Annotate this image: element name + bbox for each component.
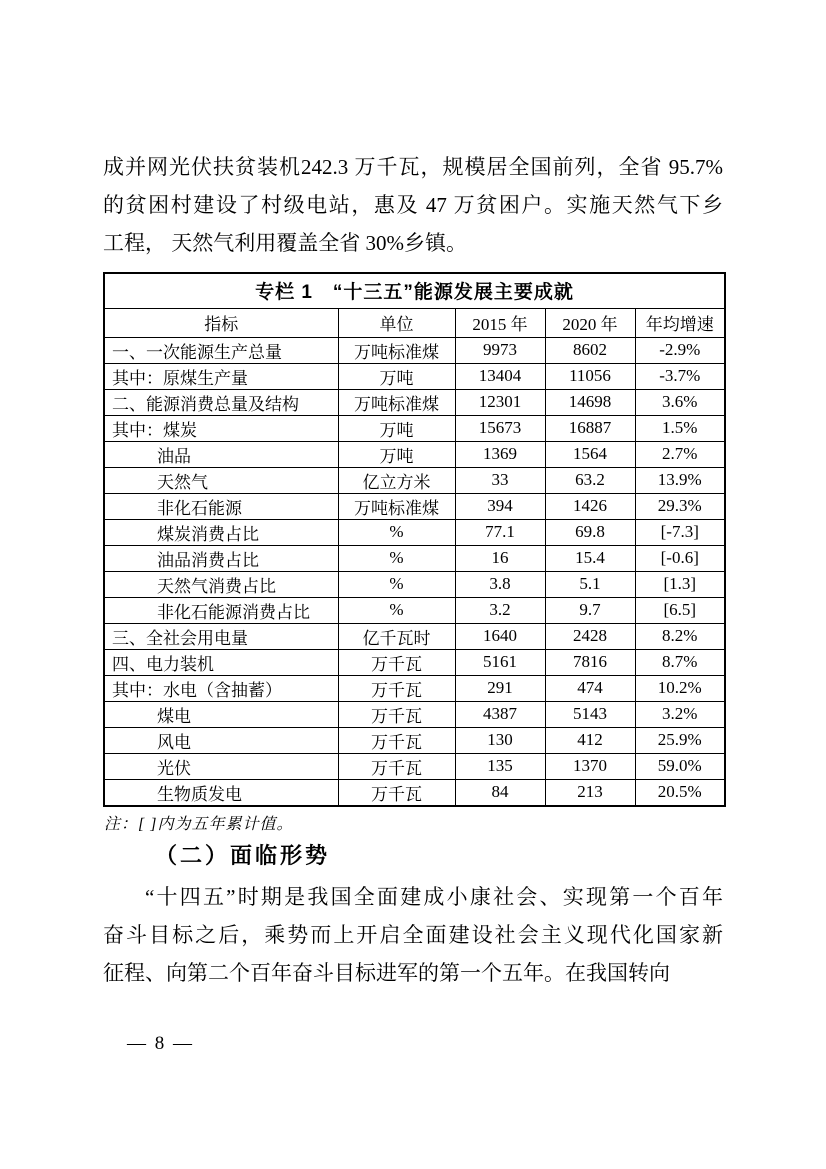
- header-indicator: 指标: [104, 308, 338, 337]
- value-2020-cell: 474: [545, 675, 635, 701]
- value-2020-cell: 412: [545, 727, 635, 753]
- growth-cell: -3.7%: [635, 363, 725, 389]
- table-row: [104, 727, 725, 753]
- value-2020-cell: 1564: [545, 441, 635, 467]
- unit-cell: 万千瓦: [338, 701, 455, 727]
- table-row: [104, 701, 725, 727]
- table-row: [104, 675, 725, 701]
- value-2015-cell: 1369: [455, 441, 545, 467]
- value-2015-cell: 15673: [455, 415, 545, 441]
- growth-cell: 8.2%: [635, 623, 725, 649]
- growth-cell: -2.9%: [635, 337, 725, 363]
- unit-cell: 万千瓦: [338, 779, 455, 806]
- indicator-cell: 非化石能源消费占比: [104, 597, 338, 623]
- paragraph-line: “十四五”时期是我国全面建成小康社会、实现第一个百年: [145, 885, 723, 909]
- unit-cell: 万千瓦: [338, 753, 455, 779]
- paragraph-line: 征程、向第二个百年奋斗目标进军的第一个五年。在我国转向: [103, 961, 670, 985]
- table-header-row: [104, 308, 725, 337]
- indicator-cell: 天然气消费占比: [104, 571, 338, 597]
- value-2020-cell: 15.4: [545, 545, 635, 571]
- value-2020-cell: 63.2: [545, 467, 635, 493]
- indicator-cell: 天然气: [104, 467, 338, 493]
- table-row: [104, 753, 725, 779]
- indicator-cell: 煤电: [104, 701, 338, 727]
- page-number: — 8 —: [127, 1033, 194, 1054]
- value-2020-cell: 9.7: [545, 597, 635, 623]
- value-2015-cell: 33: [455, 467, 545, 493]
- bottom-paragraph: [103, 878, 723, 992]
- table-row: [104, 623, 725, 649]
- growth-cell: 20.5%: [635, 779, 725, 806]
- value-2020-cell: 16887: [545, 415, 635, 441]
- value-2015-cell: 4387: [455, 701, 545, 727]
- growth-cell: 3.2%: [635, 701, 725, 727]
- section-heading: （二）面临形势: [155, 843, 331, 868]
- unit-cell: 万吨标准煤: [338, 389, 455, 415]
- paragraph-line: 成并网光伏扶贫装机242.3 万千瓦，规模居全国前列，全省 95.7%: [103, 155, 723, 179]
- growth-cell: 29.3%: [635, 493, 725, 519]
- value-2015-cell: 130: [455, 727, 545, 753]
- value-2020-cell: 8602: [545, 337, 635, 363]
- table-row: [104, 571, 725, 597]
- growth-cell: 1.5%: [635, 415, 725, 441]
- value-2020-cell: 5.1: [545, 571, 635, 597]
- value-2015-cell: 3.2: [455, 597, 545, 623]
- table-note: 注：[ ]内为五年累计值。: [104, 816, 294, 833]
- unit-cell: %: [338, 571, 455, 597]
- indicator-cell: 生物质发电: [104, 779, 338, 806]
- header-growth: 年均增速: [635, 308, 725, 337]
- growth-cell: 10.2%: [635, 675, 725, 701]
- table-body: [104, 337, 725, 806]
- unit-cell: 万千瓦: [338, 675, 455, 701]
- value-2020-cell: 5143: [545, 701, 635, 727]
- unit-cell: 万吨: [338, 415, 455, 441]
- growth-cell: [6.5]: [635, 597, 725, 623]
- value-2015-cell: 12301: [455, 389, 545, 415]
- table-row: [104, 649, 725, 675]
- header-2015: 2015 年: [455, 308, 545, 337]
- table-row: [104, 519, 725, 545]
- indicator-cell: 非化石能源: [104, 493, 338, 519]
- header-2020: 2020 年: [545, 308, 635, 337]
- table-row: [104, 493, 725, 519]
- value-2020-cell: 14698: [545, 389, 635, 415]
- indicator-cell: 三、全社会用电量: [104, 623, 338, 649]
- unit-cell: %: [338, 519, 455, 545]
- value-2020-cell: 213: [545, 779, 635, 806]
- value-2015-cell: 16: [455, 545, 545, 571]
- indicator-cell: 二、能源消费总量及结构: [104, 389, 338, 415]
- value-2015-cell: 84: [455, 779, 545, 806]
- paragraph-line: 的贫困村建设了村级电站，惠及 47 万贫困户。实施天然气下乡: [103, 193, 723, 217]
- unit-cell: 亿千瓦时: [338, 623, 455, 649]
- value-2020-cell: 69.8: [545, 519, 635, 545]
- top-paragraph: [103, 148, 723, 262]
- unit-cell: %: [338, 545, 455, 571]
- table-row: [104, 363, 725, 389]
- unit-cell: 万千瓦: [338, 649, 455, 675]
- table-row: [104, 597, 725, 623]
- unit-cell: 万吨: [338, 441, 455, 467]
- indicator-cell: 一、一次能源生产总量: [104, 337, 338, 363]
- value-2015-cell: 135: [455, 753, 545, 779]
- unit-cell: 万吨标准煤: [338, 337, 455, 363]
- header-unit: 单位: [338, 308, 455, 337]
- paragraph-line: 工程， 天然气利用覆盖全省 30%乡镇。: [103, 231, 467, 255]
- indicator-cell: 四、电力装机: [104, 649, 338, 675]
- table-title: 专栏 1 “十三五”能源发展主要成就: [104, 273, 725, 308]
- unit-cell: 万吨标准煤: [338, 493, 455, 519]
- value-2020-cell: 11056: [545, 363, 635, 389]
- growth-cell: 3.6%: [635, 389, 725, 415]
- table-row: [104, 415, 725, 441]
- growth-cell: 59.0%: [635, 753, 725, 779]
- value-2015-cell: 77.1: [455, 519, 545, 545]
- table-row: [104, 441, 725, 467]
- unit-cell: 万吨: [338, 363, 455, 389]
- paragraph-line: 奋斗目标之后，乘势而上开启全面建设社会主义现代化国家新: [103, 923, 723, 947]
- value-2015-cell: 1640: [455, 623, 545, 649]
- value-2020-cell: 1426: [545, 493, 635, 519]
- indicator-cell: 其中：水电（含抽蓄）: [104, 675, 338, 701]
- unit-cell: 万千瓦: [338, 727, 455, 753]
- table-row: [104, 467, 725, 493]
- indicator-cell: 煤炭消费占比: [104, 519, 338, 545]
- indicator-cell: 其中：煤炭: [104, 415, 338, 441]
- indicator-cell: 其中：原煤生产量: [104, 363, 338, 389]
- indicator-cell: 油品消费占比: [104, 545, 338, 571]
- growth-cell: 13.9%: [635, 467, 725, 493]
- unit-cell: 亿立方米: [338, 467, 455, 493]
- value-2020-cell: 7816: [545, 649, 635, 675]
- value-2015-cell: 291: [455, 675, 545, 701]
- table-row: [104, 779, 725, 806]
- growth-cell: 8.7%: [635, 649, 725, 675]
- achievements-table: [103, 272, 726, 807]
- indicator-cell: 光伏: [104, 753, 338, 779]
- unit-cell: %: [338, 597, 455, 623]
- table-row: [104, 389, 725, 415]
- growth-cell: 25.9%: [635, 727, 725, 753]
- value-2020-cell: 2428: [545, 623, 635, 649]
- table-row: [104, 337, 725, 363]
- table-row: [104, 545, 725, 571]
- value-2015-cell: 9973: [455, 337, 545, 363]
- value-2015-cell: 13404: [455, 363, 545, 389]
- growth-cell: [-0.6]: [635, 545, 725, 571]
- value-2015-cell: 3.8: [455, 571, 545, 597]
- value-2020-cell: 1370: [545, 753, 635, 779]
- growth-cell: [-7.3]: [635, 519, 725, 545]
- indicator-cell: 油品: [104, 441, 338, 467]
- indicator-cell: 风电: [104, 727, 338, 753]
- growth-cell: 2.7%: [635, 441, 725, 467]
- growth-cell: [1.3]: [635, 571, 725, 597]
- value-2015-cell: 394: [455, 493, 545, 519]
- table-title-row: [104, 273, 725, 308]
- value-2015-cell: 5161: [455, 649, 545, 675]
